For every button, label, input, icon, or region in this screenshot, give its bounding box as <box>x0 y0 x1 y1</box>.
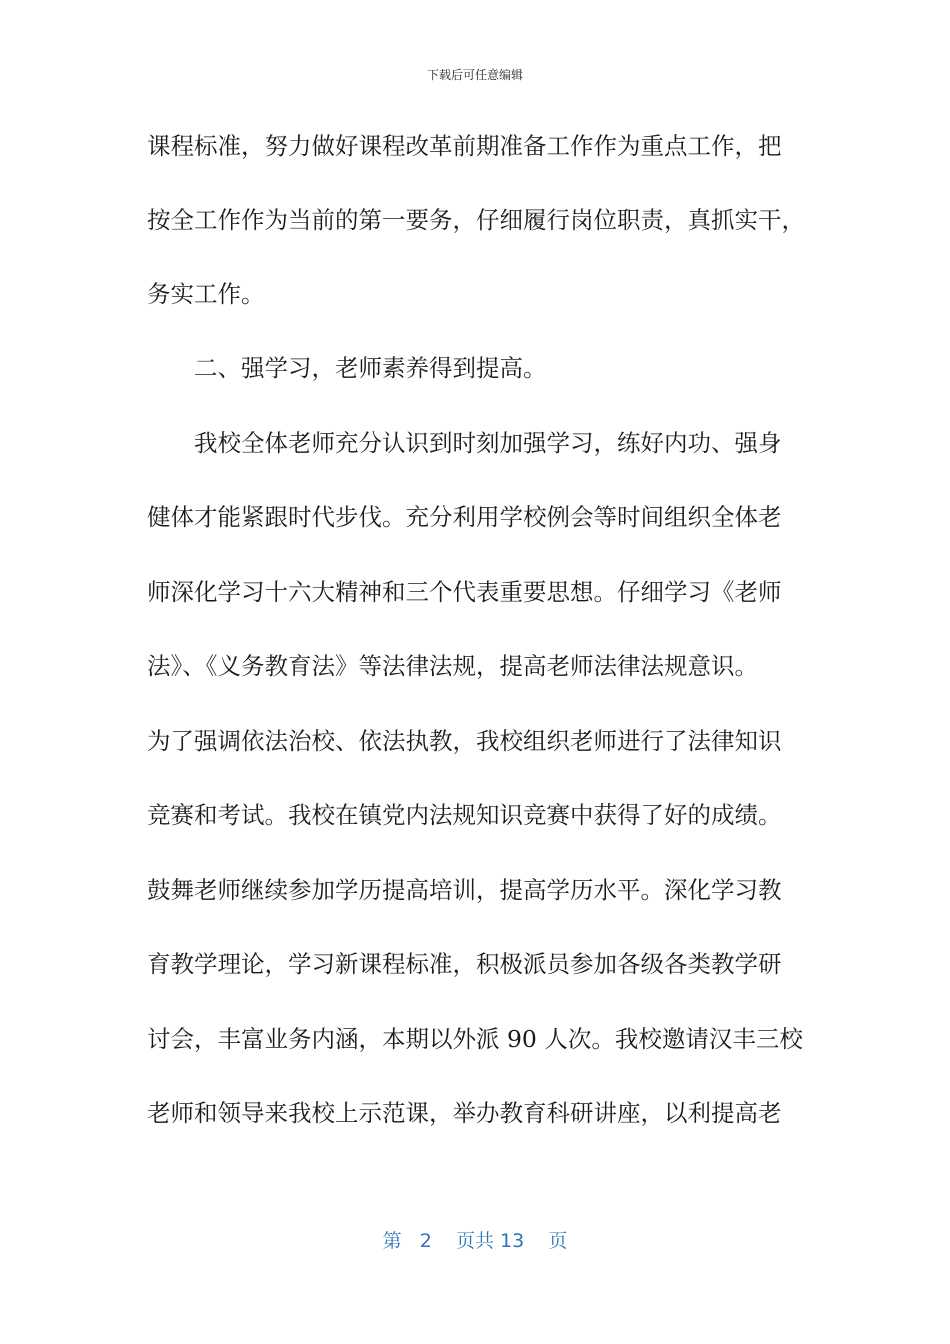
page-label-prefix: 第 <box>382 1230 402 1252</box>
body-line: 讨会，丰富业务内涵，本期以外派 90 人次。我校邀请汉丰三校 <box>147 1025 803 1053</box>
body-line: 按全工作作为当前的第一要务，仔细履行岗位职责，真抓实干， <box>147 206 805 234</box>
body-line: 务实工作。 <box>147 280 265 308</box>
body-line: 师深化学习十六大精神和三个代表重要思想。仔细学习《老师 <box>147 578 782 606</box>
page-label-suffix: 页 <box>548 1230 568 1252</box>
section-heading: 二、强学习，老师素养得到提高。 <box>194 354 547 382</box>
body-line: 为了强调依法治校、依法执教，我校组织老师进行了法律知识 <box>147 727 782 755</box>
body-line: 竞赛和考试。我校在镇党内法规知识竞赛中获得了好的成绩。 <box>147 801 782 829</box>
body-line: 健体才能紧跟时代步伐。充分利用学校例会等时间组织全体老 <box>147 503 782 531</box>
total-pages-number: 13 <box>500 1230 525 1252</box>
body-line: 法》、《义务教育法》等法律法规，提高老师法律法规意识。 <box>147 652 758 680</box>
body-line: 育教学理论，学习新课程标准，积极派员参加各级各类教学研 <box>147 950 782 978</box>
header-note: 下载后可任意编辑 <box>426 68 523 82</box>
body-line: 我校全体老师充分认识到时刻加强学习，练好内功、强身 <box>194 429 782 457</box>
body-line: 老师和领导来我校上示范课，举办教育科研讲座，以利提高老 <box>147 1099 782 1127</box>
page-footer <box>0 1226 950 1253</box>
current-page-number: 2 <box>419 1230 432 1252</box>
body-line: 课程标准，努力做好课程改革前期准备工作作为重点工作，把 <box>147 132 782 160</box>
page-label-mid: 页共 <box>455 1230 494 1252</box>
body-line: 鼓舞老师继续参加学历提高培训，提高学历水平。深化学习教 <box>147 876 782 904</box>
